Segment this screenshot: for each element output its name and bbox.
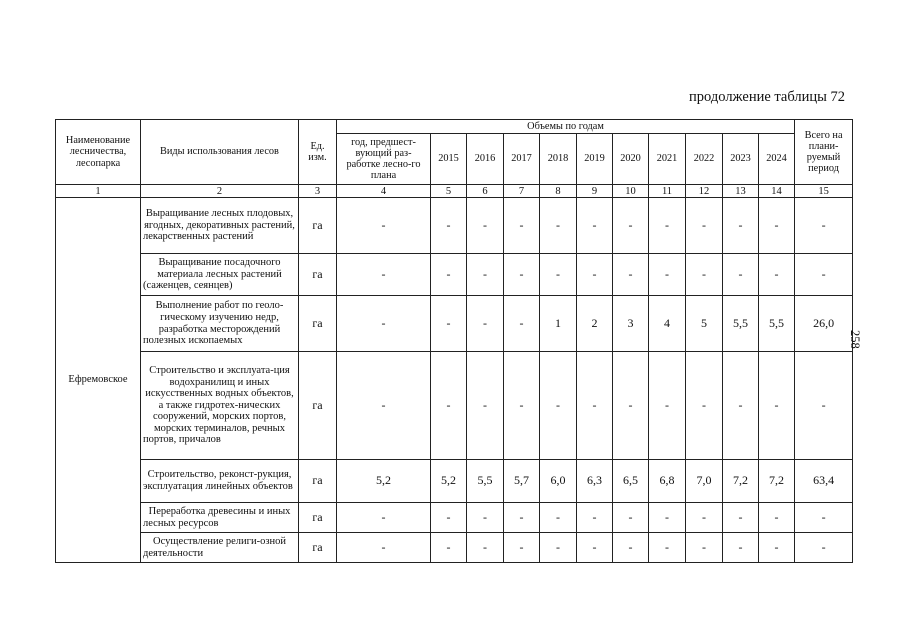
value-cell: -	[649, 198, 686, 254]
header-year: 2018	[540, 134, 577, 185]
value-cell: -	[723, 352, 759, 460]
value-cell: 7,2	[723, 460, 759, 503]
table-row	[56, 503, 853, 533]
use-kind: Переработка древесины и иных лесных ресурсов	[141, 503, 299, 533]
value-cell: -	[504, 198, 540, 254]
table-row	[56, 533, 853, 563]
value-cell: -	[686, 352, 723, 460]
total-cell: -	[795, 533, 853, 563]
header-year: 2017	[504, 134, 540, 185]
value-cell: 6,0	[540, 460, 577, 503]
header-year: 2019	[577, 134, 613, 185]
value-cell: -	[759, 198, 795, 254]
value-cell: -	[577, 254, 613, 296]
value-cell: -	[504, 296, 540, 352]
prev-year-cell: -	[337, 533, 431, 563]
unit-cell: га	[299, 352, 337, 460]
column-number: 3	[299, 185, 337, 198]
value-cell: -	[467, 296, 504, 352]
total-cell: -	[795, 254, 853, 296]
prev-year-cell: -	[337, 503, 431, 533]
value-cell: 4	[649, 296, 686, 352]
header-year: 2022	[686, 134, 723, 185]
prev-year-cell: -	[337, 296, 431, 352]
table-row	[56, 254, 853, 296]
total-cell: -	[795, 198, 853, 254]
column-number: 7	[504, 185, 540, 198]
value-cell: -	[540, 254, 577, 296]
unit-cell: га	[299, 533, 337, 563]
column-number: 5	[431, 185, 467, 198]
header-total: Всего на плани-руемый период	[795, 120, 853, 185]
value-cell: -	[686, 503, 723, 533]
column-number: 4	[337, 185, 431, 198]
value-cell: 5,5	[759, 296, 795, 352]
total-cell: 26,0	[795, 296, 853, 352]
use-kind: Строительство, реконст-рукция, эксплуатация линейных объектов	[141, 460, 299, 503]
column-number: 8	[540, 185, 577, 198]
value-cell: -	[431, 352, 467, 460]
header-year: 2023	[723, 134, 759, 185]
header-name: Наименование лесничества, лесопарка	[56, 120, 141, 185]
value-cell: 6,5	[613, 460, 649, 503]
value-cell: -	[431, 198, 467, 254]
total-cell: 63,4	[795, 460, 853, 503]
total-cell: -	[795, 503, 853, 533]
unit-cell: га	[299, 254, 337, 296]
value-cell: -	[613, 503, 649, 533]
value-cell: 6,3	[577, 460, 613, 503]
header-year: 2015	[431, 134, 467, 185]
table-row	[56, 460, 853, 503]
value-cell: -	[467, 533, 504, 563]
column-number: 11	[649, 185, 686, 198]
value-cell: -	[504, 352, 540, 460]
value-cell: -	[613, 198, 649, 254]
value-cell: -	[467, 254, 504, 296]
page-number: 258	[848, 330, 862, 349]
value-cell: -	[504, 254, 540, 296]
value-cell: -	[540, 352, 577, 460]
value-cell: -	[723, 533, 759, 563]
value-cell: -	[577, 503, 613, 533]
value-cell: -	[431, 254, 467, 296]
column-number: 9	[577, 185, 613, 198]
column-number: 1	[56, 185, 141, 198]
use-kind: Осуществление религи-озной деятельности	[141, 533, 299, 563]
unit-cell: га	[299, 503, 337, 533]
value-cell: 5,5	[723, 296, 759, 352]
column-number: 13	[723, 185, 759, 198]
unit-cell: га	[299, 460, 337, 503]
value-cell: -	[649, 254, 686, 296]
header-unit: Ед. изм.	[299, 120, 337, 185]
header-year: 2024	[759, 134, 795, 185]
value-cell: -	[431, 296, 467, 352]
use-kind: Выполнение работ по геоло-гическому изучению недр, разработка месторождений полезных ископаемых	[141, 296, 299, 352]
prev-year-cell: 5,2	[337, 460, 431, 503]
value-cell: -	[759, 352, 795, 460]
header-volumes: Объемы по годам	[337, 120, 795, 134]
unit-cell: га	[299, 198, 337, 254]
value-cell: -	[540, 198, 577, 254]
table-row	[56, 296, 853, 352]
value-cell: -	[613, 352, 649, 460]
use-kind: Выращивание посадочного материала лесных растений (саженцев, сеянцев)	[141, 254, 299, 296]
value-cell: 5,5	[467, 460, 504, 503]
value-cell: 6,8	[649, 460, 686, 503]
table-row	[56, 198, 853, 254]
header-year: 2021	[649, 134, 686, 185]
header-kinds: Виды использования лесов	[141, 120, 299, 185]
value-cell: -	[540, 503, 577, 533]
value-cell: -	[759, 503, 795, 533]
use-kind: Выращивание лесных плодовых, ягодных, декоративных растений, лекарственных растений	[141, 198, 299, 254]
use-kind: Строительство и эксплуата-ция водохранилищ и иных искусственных водных объектов, а также гидротех-нических сооружений, морских портов, морских терминалов, речных портов, причалов	[141, 352, 299, 460]
value-cell: -	[613, 254, 649, 296]
table-caption: продолжение таблицы 72	[689, 89, 845, 105]
value-cell: 7,2	[759, 460, 795, 503]
value-cell: -	[759, 533, 795, 563]
value-cell: -	[649, 503, 686, 533]
header-prev-year: год, предшест-вующий раз-работке лесно-го плана	[337, 134, 431, 185]
column-number: 15	[795, 185, 853, 198]
value-cell: -	[686, 254, 723, 296]
value-cell: -	[577, 198, 613, 254]
column-number: 2	[141, 185, 299, 198]
value-cell: 5,7	[504, 460, 540, 503]
value-cell: 2	[577, 296, 613, 352]
header-year: 2016	[467, 134, 504, 185]
value-cell: -	[686, 198, 723, 254]
value-cell: -	[723, 503, 759, 533]
value-cell: -	[504, 533, 540, 563]
value-cell: -	[723, 198, 759, 254]
unit-cell: га	[299, 296, 337, 352]
prev-year-cell: -	[337, 254, 431, 296]
column-number: 6	[467, 185, 504, 198]
value-cell: -	[686, 533, 723, 563]
value-cell: -	[577, 352, 613, 460]
forestry-name: Ефремовское	[56, 198, 141, 563]
value-cell: -	[649, 352, 686, 460]
column-number: 14	[759, 185, 795, 198]
value-cell: 7,0	[686, 460, 723, 503]
value-cell: -	[504, 503, 540, 533]
prev-year-cell: -	[337, 198, 431, 254]
value-cell: 5	[686, 296, 723, 352]
value-cell: -	[467, 198, 504, 254]
column-number: 10	[613, 185, 649, 198]
value-cell: -	[649, 533, 686, 563]
table-row	[56, 352, 853, 460]
value-cell: 5,2	[431, 460, 467, 503]
column-number-row	[56, 185, 853, 198]
value-cell: 1	[540, 296, 577, 352]
prev-year-cell: -	[337, 352, 431, 460]
total-cell: -	[795, 352, 853, 460]
forest-use-table	[55, 119, 853, 563]
value-cell: -	[467, 503, 504, 533]
column-number: 12	[686, 185, 723, 198]
value-cell: -	[577, 533, 613, 563]
value-cell: -	[431, 503, 467, 533]
value-cell: 3	[613, 296, 649, 352]
value-cell: -	[723, 254, 759, 296]
header-year: 2020	[613, 134, 649, 185]
value-cell: -	[613, 533, 649, 563]
value-cell: -	[467, 352, 504, 460]
value-cell: -	[540, 533, 577, 563]
value-cell: -	[431, 533, 467, 563]
value-cell: -	[759, 254, 795, 296]
